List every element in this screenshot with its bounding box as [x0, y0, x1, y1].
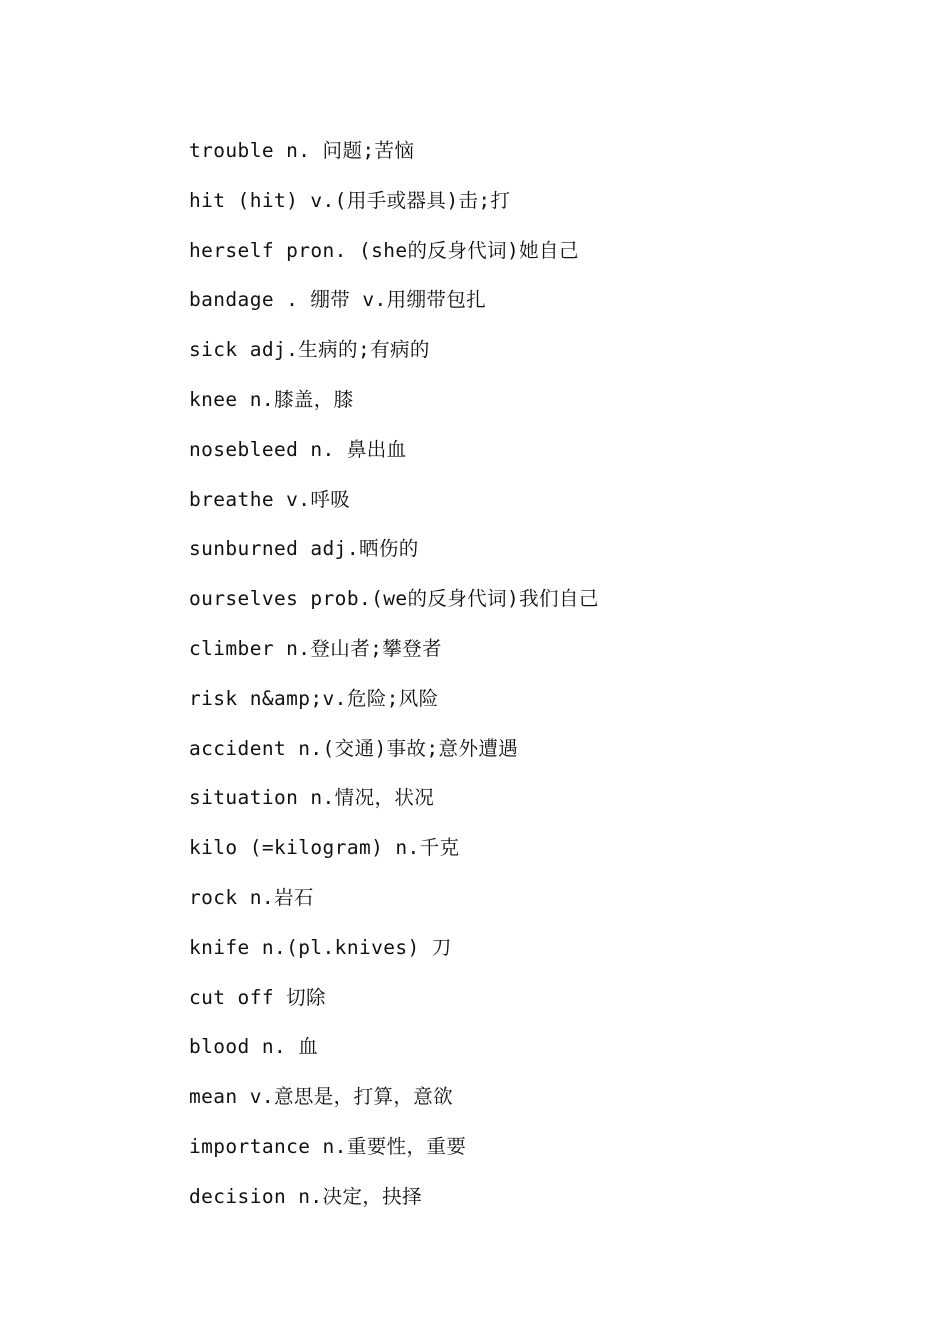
vocab-entry-hit: hit (hit) v.(用手或器具)击;打 — [189, 188, 511, 212]
vocab-entry-breathe: breathe v.呼吸 — [189, 487, 351, 511]
vocab-entry-mean: mean v.意思是，打算，意欲 — [189, 1085, 454, 1109]
vocab-entry-knee: knee n.膝盖，膝 — [189, 387, 354, 411]
vocab-entry-kilo: kilo (=kilogram) n.千克 — [189, 836, 460, 860]
vocab-entry-climber: climber n.登山者;攀登者 — [189, 636, 442, 660]
vocab-entry-risk: risk n&amp;v.危险;风险 — [189, 686, 439, 710]
vocab-entry-nosebleed: nosebleed n. 鼻出血 — [189, 437, 407, 461]
vocab-entry-situation: situation n.情况，状况 — [189, 786, 435, 810]
vocab-entry-accident: accident n.(交通)事故;意外遭遇 — [189, 736, 519, 760]
vocab-entry-knife: knife n.(pl.knives) 刀 — [189, 935, 452, 959]
vocabulary-list — [189, 134, 599, 1230]
vocab-entry-rock: rock n.岩石 — [189, 885, 314, 909]
vocab-entry-sunburned: sunburned adj.晒伤的 — [189, 537, 419, 561]
vocab-entry-cut-off: cut off 切除 — [189, 985, 326, 1009]
vocab-entry-herself: herself pron. (she的反身代词)她自己 — [189, 238, 579, 262]
vocab-entry-trouble: trouble n. 问题;苦恼 — [189, 139, 415, 162]
vocab-entry-sick: sick adj.生病的;有病的 — [189, 338, 430, 362]
vocab-entry-importance: importance n.重要性，重要 — [189, 1134, 467, 1158]
vocab-entry-bandage: bandage . 绷带 v.用绷带包扎 — [189, 288, 487, 312]
vocab-entry-ourselves: ourselves prob.(we的反身代词)我们自己 — [189, 587, 599, 611]
vocab-entry-blood: blood n. 血 — [189, 1035, 319, 1059]
vocab-entry-decision: decision n.决定，抉择 — [189, 1184, 423, 1208]
